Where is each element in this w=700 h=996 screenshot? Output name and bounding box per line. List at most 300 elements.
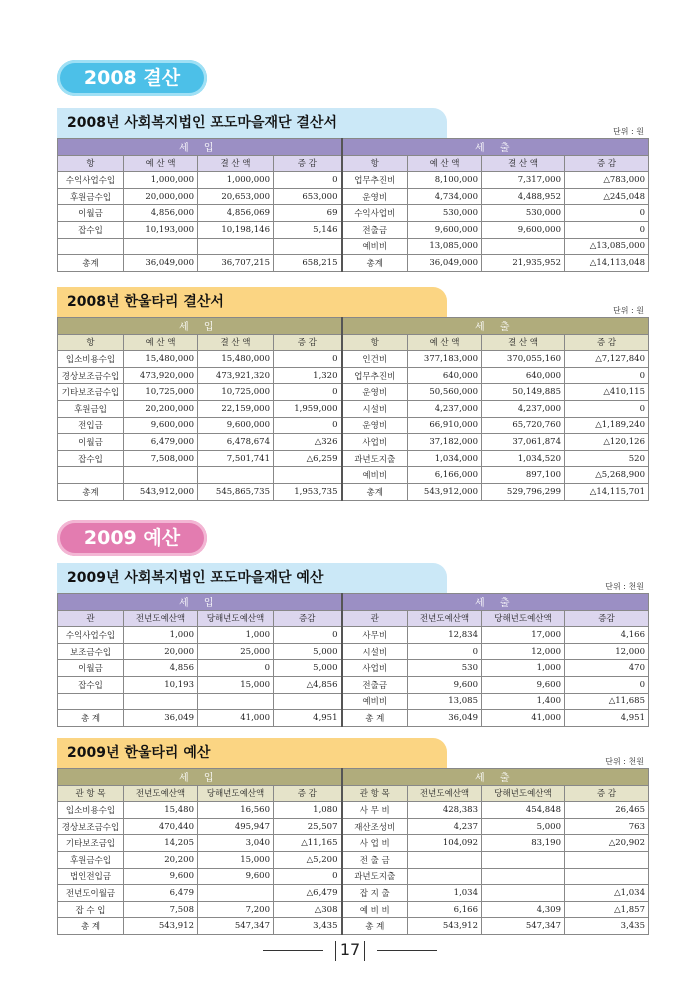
amount-cell: 10,198,146 [198, 221, 274, 238]
page-footer [0, 940, 700, 961]
column-header: 전년도예산액 [124, 610, 198, 627]
item-cell [58, 467, 124, 484]
amount-cell [482, 885, 565, 902]
amount-cell: 370,055,160 [482, 351, 565, 368]
table-row [58, 818, 649, 835]
footer-rule-left [263, 950, 323, 951]
column-header: 전년도예산액 [408, 610, 482, 627]
amount-cell: 1,080 [274, 802, 342, 819]
unit-label: 단위 : 천원 [605, 582, 644, 591]
table-row [58, 367, 649, 384]
amount-cell: 9,600 [408, 676, 482, 693]
item-cell: 예비비 [342, 467, 408, 484]
amount-cell [124, 238, 198, 255]
column-header: 결 산 액 [482, 155, 565, 172]
item-cell: 입소비용수입 [58, 802, 124, 819]
expense-header: 세 출 [342, 139, 649, 156]
table-row [58, 172, 649, 189]
item-cell: 사 업 비 [342, 835, 408, 852]
column-header: 항 [58, 334, 124, 351]
item-cell: 전년도이월금 [58, 885, 124, 902]
amount-cell: 8,100,000 [408, 172, 482, 189]
amount-cell: 36,049 [408, 710, 482, 727]
item-cell: 전출금 [342, 221, 408, 238]
amount-cell: 14,205 [124, 835, 198, 852]
table-row [58, 400, 649, 417]
amount-cell: 1,034 [408, 885, 482, 902]
column-header: 관 [342, 610, 408, 627]
column-header: 예 산 액 [124, 155, 198, 172]
item-cell: 잡 지 출 [342, 885, 408, 902]
budget-table [57, 768, 649, 935]
amount-cell: 4,237,000 [408, 400, 482, 417]
column-header: 증감 [274, 610, 342, 627]
amount-cell: 470 [565, 660, 649, 677]
amount-cell: △245,048 [565, 188, 649, 205]
item-cell: 잡수입 [58, 676, 124, 693]
amount-cell: 473,921,320 [198, 367, 274, 384]
amount-cell: 7,317,000 [482, 172, 565, 189]
table-row [58, 384, 649, 401]
amount-cell: 69 [274, 205, 342, 222]
column-header: 관 [58, 610, 124, 627]
amount-cell: △410,115 [565, 384, 649, 401]
amount-cell: 0 [565, 676, 649, 693]
item-cell: 후원금수입 [58, 188, 124, 205]
column-header: 예 산 액 [408, 155, 482, 172]
amount-cell: 0 [274, 868, 342, 885]
table-row [58, 851, 649, 868]
amount-cell: 1,000 [124, 627, 198, 644]
table-row [58, 693, 649, 710]
amount-cell: 41,000 [198, 710, 274, 727]
item-cell: 총 계 [58, 918, 124, 935]
amount-cell: 529,796,299 [482, 483, 565, 500]
amount-cell: 36,049,000 [408, 255, 482, 272]
item-cell: 잡수입 [58, 221, 124, 238]
item-cell: 사무비 [342, 627, 408, 644]
amount-cell: 0 [565, 205, 649, 222]
item-cell: 과년도지출 [342, 868, 408, 885]
page-number: 17 [339, 940, 361, 959]
column-header: 관 항 목 [58, 785, 124, 802]
item-cell: 총계 [342, 483, 408, 500]
table-row [58, 221, 649, 238]
amount-cell: 7,501,741 [198, 450, 274, 467]
amount-cell: 15,480,000 [198, 351, 274, 368]
amount-cell: 763 [565, 818, 649, 835]
income-header: 세 입 [58, 769, 342, 786]
amount-cell: 12,000 [482, 643, 565, 660]
amount-cell: 653,000 [274, 188, 342, 205]
amount-cell: 26,465 [565, 802, 649, 819]
amount-cell: △6,259 [274, 450, 342, 467]
amount-cell: 12,834 [408, 627, 482, 644]
amount-cell: 6,166 [408, 901, 482, 918]
column-header: 항 [58, 155, 124, 172]
amount-cell: 17,000 [482, 627, 565, 644]
amount-cell: 0 [274, 417, 342, 434]
budget-table [57, 593, 649, 727]
amount-cell: 104,092 [408, 835, 482, 852]
item-cell: 이월금 [58, 660, 124, 677]
amount-cell: 66,910,000 [408, 417, 482, 434]
amount-cell: 1,000 [198, 627, 274, 644]
item-cell: 운영비 [342, 417, 408, 434]
column-header: 관 항 목 [342, 785, 408, 802]
item-cell: 시설비 [342, 400, 408, 417]
amount-cell: △5,200 [274, 851, 342, 868]
amount-cell: 543,912,000 [408, 483, 482, 500]
section-title: 2009년 사회복지법인 포도마을재단 예산 [57, 563, 447, 593]
income-header: 세 입 [58, 594, 342, 611]
item-cell: 잡수입 [58, 450, 124, 467]
amount-cell: 1,000,000 [198, 172, 274, 189]
expense-header: 세 출 [342, 594, 649, 611]
amount-cell: △1,189,240 [565, 417, 649, 434]
item-cell: 예비비 [342, 693, 408, 710]
amount-cell: 4,237,000 [482, 400, 565, 417]
amount-cell: 50,560,000 [408, 384, 482, 401]
amount-cell [565, 868, 649, 885]
column-header: 당해년도예산액 [482, 785, 565, 802]
column-header: 결 산 액 [198, 155, 274, 172]
item-cell [58, 693, 124, 710]
item-cell: 재산조성비 [342, 818, 408, 835]
amount-cell: 1,034,000 [408, 450, 482, 467]
amount-cell: 5,000 [274, 660, 342, 677]
amount-cell: 6,479 [124, 885, 198, 902]
amount-cell: 530,000 [482, 205, 565, 222]
amount-cell: 6,479,000 [124, 434, 198, 451]
amount-cell: 36,707,215 [198, 255, 274, 272]
item-cell: 경상보조금수입 [58, 367, 124, 384]
item-cell: 입소비용수입 [58, 351, 124, 368]
total-row [58, 255, 649, 272]
amount-cell: 36,049 [124, 710, 198, 727]
item-cell: 인건비 [342, 351, 408, 368]
section-2009-hanultari-budget [57, 738, 648, 935]
item-cell: 총계 [342, 255, 408, 272]
unit-label: 단위 : 원 [613, 127, 644, 136]
column-header: 증 감 [565, 334, 649, 351]
amount-cell: 1,000,000 [124, 172, 198, 189]
amount-cell: 520 [565, 450, 649, 467]
column-header: 증 감 [565, 155, 649, 172]
table-row [58, 676, 649, 693]
table-row [58, 627, 649, 644]
item-cell: 사 무 비 [342, 802, 408, 819]
amount-cell: 6,478,674 [198, 434, 274, 451]
table-row [58, 901, 649, 918]
amount-cell: 0 [565, 221, 649, 238]
amount-cell: 1,953,735 [274, 483, 342, 500]
amount-cell: 4,951 [274, 710, 342, 727]
amount-cell: 5,000 [482, 818, 565, 835]
amount-cell: △11,685 [565, 693, 649, 710]
income-header: 세 입 [58, 318, 342, 335]
table-row [58, 450, 649, 467]
amount-cell: △13,085,000 [565, 238, 649, 255]
table-row [58, 205, 649, 222]
amount-cell: 377,183,000 [408, 351, 482, 368]
amount-cell: 15,000 [198, 676, 274, 693]
amount-cell: 0 [198, 660, 274, 677]
item-cell: 업무추진비 [342, 367, 408, 384]
amount-cell: 5,000 [274, 643, 342, 660]
footer-rule-right [377, 950, 437, 951]
amount-cell: 15,480,000 [124, 351, 198, 368]
amount-cell: 4,237 [408, 818, 482, 835]
column-header: 당해년도예산액 [482, 610, 565, 627]
amount-cell: 10,193 [124, 676, 198, 693]
amount-cell: 543,912,000 [124, 483, 198, 500]
table-row [58, 868, 649, 885]
item-cell: 예 비 비 [342, 901, 408, 918]
column-header: 당해년도예산액 [198, 785, 274, 802]
item-cell: 기타보조금입 [58, 835, 124, 852]
table-row [58, 885, 649, 902]
section-2009-foundation-budget [57, 563, 648, 727]
amount-cell [408, 851, 482, 868]
amount-cell: 3,040 [198, 835, 274, 852]
item-cell: 잡 수 입 [58, 901, 124, 918]
amount-cell [274, 467, 342, 484]
amount-cell: 25,507 [274, 818, 342, 835]
amount-cell: 15,480 [124, 802, 198, 819]
item-cell: 총 계 [342, 710, 408, 727]
amount-cell: 530 [408, 660, 482, 677]
footer-bar-right [364, 941, 365, 961]
column-header: 증 감 [274, 155, 342, 172]
amount-cell: 0 [274, 172, 342, 189]
amount-cell: 473,920,000 [124, 367, 198, 384]
amount-cell: 20,000 [124, 643, 198, 660]
item-cell: 후원금입 [58, 400, 124, 417]
table-row [58, 238, 649, 255]
amount-cell: 20,200 [124, 851, 198, 868]
amount-cell: 3,435 [565, 918, 649, 935]
amount-cell: 7,200 [198, 901, 274, 918]
amount-cell: 1,959,000 [274, 400, 342, 417]
amount-cell: 454,848 [482, 802, 565, 819]
amount-cell [198, 238, 274, 255]
amount-cell: 4,856 [124, 660, 198, 677]
amount-cell: 9,600 [198, 868, 274, 885]
amount-cell: △326 [274, 434, 342, 451]
amount-cell: 21,935,952 [482, 255, 565, 272]
amount-cell: 10,725,000 [124, 384, 198, 401]
amount-cell: 41,000 [482, 710, 565, 727]
item-cell: 수익사업비 [342, 205, 408, 222]
column-header: 결 산 액 [198, 334, 274, 351]
amount-cell: 4,734,000 [408, 188, 482, 205]
amount-cell: △1,034 [565, 885, 649, 902]
table-row [58, 434, 649, 451]
badge-2009-budget: 2009 예산 [57, 520, 207, 556]
amount-cell [565, 851, 649, 868]
column-header: 예 산 액 [124, 334, 198, 351]
item-cell: 이월금 [58, 434, 124, 451]
expense-header: 세 출 [342, 318, 649, 335]
amount-cell: 0 [565, 367, 649, 384]
column-header: 예 산 액 [408, 334, 482, 351]
total-row [58, 483, 649, 500]
amount-cell: 16,560 [198, 802, 274, 819]
item-cell: 수익사업수입 [58, 627, 124, 644]
amount-cell: △6,479 [274, 885, 342, 902]
item-cell: 총계 [58, 483, 124, 500]
amount-cell: 10,193,000 [124, 221, 198, 238]
footer-bar-left [335, 941, 336, 961]
table-row [58, 660, 649, 677]
amount-cell: △783,000 [565, 172, 649, 189]
section-title: 2008년 한울타리 결산서 [57, 287, 447, 317]
item-cell: 후원금수입 [58, 851, 124, 868]
column-header: 항 [342, 334, 408, 351]
amount-cell: 4,856,069 [198, 205, 274, 222]
amount-cell: 547,347 [482, 918, 565, 935]
item-cell: 총계 [58, 255, 124, 272]
amount-cell: 543,912 [124, 918, 198, 935]
table-row [58, 188, 649, 205]
amount-cell [124, 467, 198, 484]
section-title: 2009년 한울타리 예산 [57, 738, 447, 768]
amount-cell: 36,049,000 [124, 255, 198, 272]
amount-cell: 428,383 [408, 802, 482, 819]
column-header: 증 감 [565, 785, 649, 802]
amount-cell: △4,856 [274, 676, 342, 693]
amount-cell: 0 [274, 384, 342, 401]
column-header: 전년도예산액 [124, 785, 198, 802]
amount-cell: △11,165 [274, 835, 342, 852]
amount-cell: 4,488,952 [482, 188, 565, 205]
section-2008-foundation-settlement [57, 108, 648, 272]
amount-cell: 495,947 [198, 818, 274, 835]
amount-cell [408, 868, 482, 885]
amount-cell [482, 238, 565, 255]
amount-cell [274, 238, 342, 255]
amount-cell: 5,146 [274, 221, 342, 238]
item-cell: 사업비 [342, 434, 408, 451]
amount-cell: 0 [408, 643, 482, 660]
amount-cell: 22,159,000 [198, 400, 274, 417]
item-cell: 시설비 [342, 643, 408, 660]
amount-cell: 543,912 [408, 918, 482, 935]
amount-cell: 470,440 [124, 818, 198, 835]
amount-cell: 7,508 [124, 901, 198, 918]
item-cell: 사업비 [342, 660, 408, 677]
amount-cell: 897,100 [482, 467, 565, 484]
amount-cell: △14,115,701 [565, 483, 649, 500]
amount-cell: 1,320 [274, 367, 342, 384]
item-cell: 운영비 [342, 188, 408, 205]
amount-cell: 1,034,520 [482, 450, 565, 467]
table-row [58, 467, 649, 484]
amount-cell: 640,000 [408, 367, 482, 384]
amount-cell: △7,127,840 [565, 351, 649, 368]
amount-cell: 658,215 [274, 255, 342, 272]
column-header: 증감 [565, 610, 649, 627]
amount-cell: 545,865,735 [198, 483, 274, 500]
item-cell: 총 계 [342, 918, 408, 935]
amount-cell: 37,182,000 [408, 434, 482, 451]
settlement-table [57, 317, 649, 501]
amount-cell: 6,166,000 [408, 467, 482, 484]
amount-cell: 9,600,000 [124, 417, 198, 434]
income-header: 세 입 [58, 139, 342, 156]
amount-cell: 13,085 [408, 693, 482, 710]
amount-cell: 13,085,000 [408, 238, 482, 255]
amount-cell: 9,600,000 [482, 221, 565, 238]
section-2008-hanultari-settlement [57, 287, 648, 501]
amount-cell: 4,856,000 [124, 205, 198, 222]
badge-2008-settlement: 2008 결산 [57, 60, 207, 96]
item-cell: 경상보조금수입 [58, 818, 124, 835]
section-title: 2008년 사회복지법인 포도마을재단 결산서 [57, 108, 447, 138]
amount-cell: 1,000 [482, 660, 565, 677]
item-cell: 전입금 [58, 417, 124, 434]
item-cell: 업무추진비 [342, 172, 408, 189]
table-row [58, 351, 649, 368]
table-row [58, 643, 649, 660]
amount-cell: 0 [274, 627, 342, 644]
amount-cell: 9,600,000 [408, 221, 482, 238]
amount-cell [482, 851, 565, 868]
total-row [58, 710, 649, 727]
amount-cell [274, 693, 342, 710]
item-cell: 법인전입금 [58, 868, 124, 885]
amount-cell: 9,600,000 [198, 417, 274, 434]
amount-cell: 20,000,000 [124, 188, 198, 205]
item-cell: 과년도지출 [342, 450, 408, 467]
amount-cell: 50,149,885 [482, 384, 565, 401]
column-header: 결 산 액 [482, 334, 565, 351]
settlement-table [57, 138, 649, 272]
item-cell: 기타보조금수입 [58, 384, 124, 401]
amount-cell: 20,653,000 [198, 188, 274, 205]
amount-cell [198, 467, 274, 484]
unit-label: 단위 : 천원 [605, 757, 644, 766]
table-row [58, 417, 649, 434]
total-row [58, 918, 649, 935]
amount-cell: 547,347 [198, 918, 274, 935]
amount-cell: 15,000 [198, 851, 274, 868]
amount-cell: 12,000 [565, 643, 649, 660]
expense-header: 세 출 [342, 769, 649, 786]
column-header: 전년도예산액 [408, 785, 482, 802]
amount-cell: 7,508,000 [124, 450, 198, 467]
amount-cell: 20,200,000 [124, 400, 198, 417]
amount-cell: △20,902 [565, 835, 649, 852]
amount-cell: 0 [274, 351, 342, 368]
column-header: 증 감 [274, 334, 342, 351]
amount-cell: 1,400 [482, 693, 565, 710]
amount-cell: 65,720,760 [482, 417, 565, 434]
amount-cell [198, 693, 274, 710]
table-row [58, 835, 649, 852]
amount-cell: 83,190 [482, 835, 565, 852]
amount-cell: △5,268,900 [565, 467, 649, 484]
unit-label: 단위 : 원 [613, 306, 644, 315]
amount-cell [198, 885, 274, 902]
amount-cell: 0 [565, 400, 649, 417]
item-cell: 이월금 [58, 205, 124, 222]
item-cell: 보조금수입 [58, 643, 124, 660]
amount-cell: 25,000 [198, 643, 274, 660]
item-cell: 예비비 [342, 238, 408, 255]
amount-cell: 640,000 [482, 367, 565, 384]
